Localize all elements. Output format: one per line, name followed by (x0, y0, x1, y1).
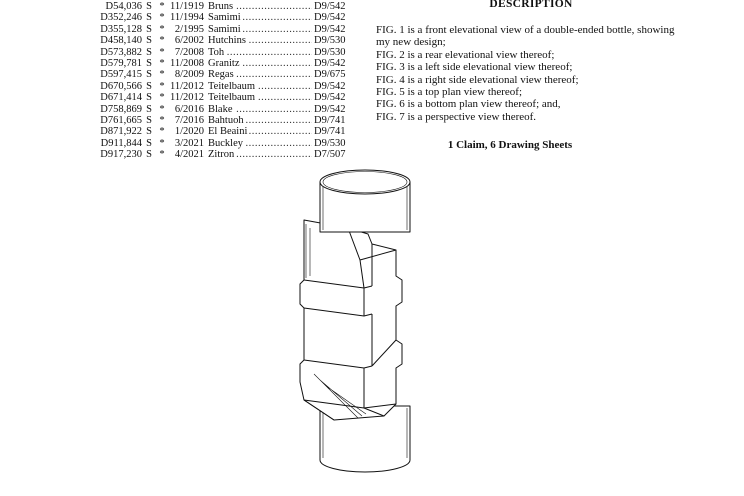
patentee-name: Teitelbaum ..... (208, 92, 312, 103)
patentee-name: Blake ..... (208, 104, 312, 115)
patent-number: D671,414 (100, 92, 142, 104)
design-class: D9/542 (314, 103, 346, 115)
patent-date: 8/2009 (174, 69, 204, 81)
bottle-perspective-drawing (290, 168, 440, 488)
cited-by-examiner-mark: * (159, 57, 165, 69)
design-class: D9/542 (314, 23, 346, 35)
figure-description: FIG. 4 is a right side elevational view thereof; (376, 73, 579, 86)
patentee-name: Buckley ..... (208, 138, 312, 149)
reference-row (100, 115, 354, 126)
patentee-name: Regas ..... (208, 69, 312, 80)
reference-row (100, 1, 354, 12)
cited-by-examiner-mark: * (159, 137, 165, 149)
patent-kind: S (146, 23, 152, 35)
patent-number: D579,781 (100, 57, 142, 69)
references-cited-list (100, 1, 354, 160)
reference-row (100, 47, 354, 58)
patent-number: D573,882 (100, 46, 142, 58)
reference-row (100, 92, 354, 103)
patentee-name: Samimi ..... (208, 24, 312, 35)
patentee-name: Granitz ..... (208, 58, 312, 69)
patent-number: D871,922 (100, 126, 142, 138)
patent-kind: S (146, 149, 152, 161)
cited-by-examiner-mark: * (159, 35, 165, 47)
figure-description: FIG. 7 is a perspective view thereof. (376, 110, 537, 123)
cited-by-examiner-mark: * (159, 126, 165, 138)
patent-number: D761,665 (100, 114, 142, 126)
cited-by-examiner-mark: * (159, 12, 165, 24)
patent-date: 6/2016 (174, 103, 204, 115)
patent-kind: S (146, 103, 152, 115)
patentee-name: Bruns ..... (208, 1, 312, 12)
design-class: D9/542 (314, 57, 346, 69)
reference-row (100, 24, 354, 35)
design-class: D7/507 (314, 149, 346, 161)
cited-by-examiner-mark: * (159, 80, 165, 92)
patent-kind: S (146, 80, 152, 92)
reference-row (100, 149, 354, 160)
cited-by-examiner-mark: * (159, 69, 165, 81)
patent-date: 11/1919 (169, 1, 204, 12)
design-class: D9/741 (314, 126, 346, 138)
patent-kind: S (146, 46, 152, 58)
figure-description: FIG. 6 is a bottom plan view thereof; and, (376, 98, 561, 111)
patentee-name: El Beaini ..... (208, 126, 312, 137)
design-class: D9/530 (314, 35, 346, 47)
figure-description: FIG. 3 is a left side elevational view thereof; (376, 61, 573, 74)
cited-by-examiner-mark: * (159, 92, 165, 104)
patent-number: D917,230 (100, 149, 142, 161)
reference-row (100, 12, 354, 23)
patent-date: 2/1995 (174, 23, 204, 35)
cited-by-examiner-mark: * (159, 46, 165, 58)
figure-description: FIG. 2 is a rear elevational view thereof; (376, 48, 555, 61)
patent-date: 11/1994 (169, 12, 204, 24)
patent-number: D911,844 (100, 137, 142, 149)
patent-date: 11/2012 (169, 92, 204, 104)
reference-row (100, 69, 354, 80)
reference-row (100, 58, 354, 69)
patent-number: D670,566 (100, 80, 142, 92)
reference-row (100, 104, 354, 115)
patent-kind: S (146, 1, 152, 12)
patent-kind: S (146, 114, 152, 126)
design-class: D9/542 (314, 92, 346, 104)
patent-number: D458,140 (100, 35, 142, 47)
cited-by-examiner-mark: * (159, 1, 165, 12)
design-class: D9/542 (314, 80, 346, 92)
patent-date: 1/2020 (174, 126, 204, 138)
cited-by-examiner-mark: * (159, 149, 165, 161)
patent-date: 11/2008 (169, 57, 204, 69)
cited-by-examiner-mark: * (159, 23, 165, 35)
patent-kind: S (146, 126, 152, 138)
patent-kind: S (146, 137, 152, 149)
reference-row (100, 35, 354, 46)
reference-row (100, 126, 354, 137)
patentee-name: Teitelbaum ..... (208, 81, 312, 92)
description-heading: DESCRIPTION (489, 0, 573, 10)
claims-summary: 1 Claim, 6 Drawing Sheets (447, 139, 573, 151)
cited-by-examiner-mark: * (159, 103, 165, 115)
patent-date: 6/2002 (174, 35, 204, 47)
patentee-name: Hutchins ..... (208, 35, 312, 46)
patent-kind: S (146, 35, 152, 47)
patent-date: 4/2021 (174, 149, 204, 161)
patent-number: D54,036 (105, 1, 142, 12)
design-class: D9/530 (314, 137, 346, 149)
patent-date: 7/2008 (174, 46, 204, 58)
patent-kind: S (146, 92, 152, 104)
patentee-name: Toh ..... (208, 47, 312, 58)
patentee-name: Samimi ..... (208, 12, 312, 23)
design-class: D9/741 (314, 114, 346, 126)
patent-kind: S (146, 69, 152, 81)
patent-number: D355,128 (100, 23, 142, 35)
patent-number: D758,869 (100, 103, 142, 115)
patent-date: 3/2021 (174, 137, 204, 149)
patent-number: D352,246 (100, 12, 142, 24)
patent-date: 11/2012 (169, 80, 204, 92)
cited-by-examiner-mark: * (159, 114, 165, 126)
patentee-name: Bahtuoh ..... (208, 115, 312, 126)
reference-row (100, 81, 354, 92)
patent-number: D597,415 (100, 69, 142, 81)
patent-kind: S (146, 57, 152, 69)
design-class: D9/542 (314, 1, 346, 12)
design-class: D9/542 (314, 12, 346, 24)
figure-description: FIG. 5 is a top plan view thereof; (376, 86, 523, 99)
patent-kind: S (146, 12, 152, 24)
patentee-name: Zitron ..... (208, 149, 312, 160)
design-class: D9/675 (314, 69, 346, 81)
patent-date: 7/2016 (174, 114, 204, 126)
reference-row (100, 138, 354, 149)
design-class: D9/530 (314, 46, 346, 58)
description-body (376, 24, 676, 123)
figure-description: FIG. 1 is a front elevational view of a double-ended bottle, showing my new design; (376, 24, 675, 49)
